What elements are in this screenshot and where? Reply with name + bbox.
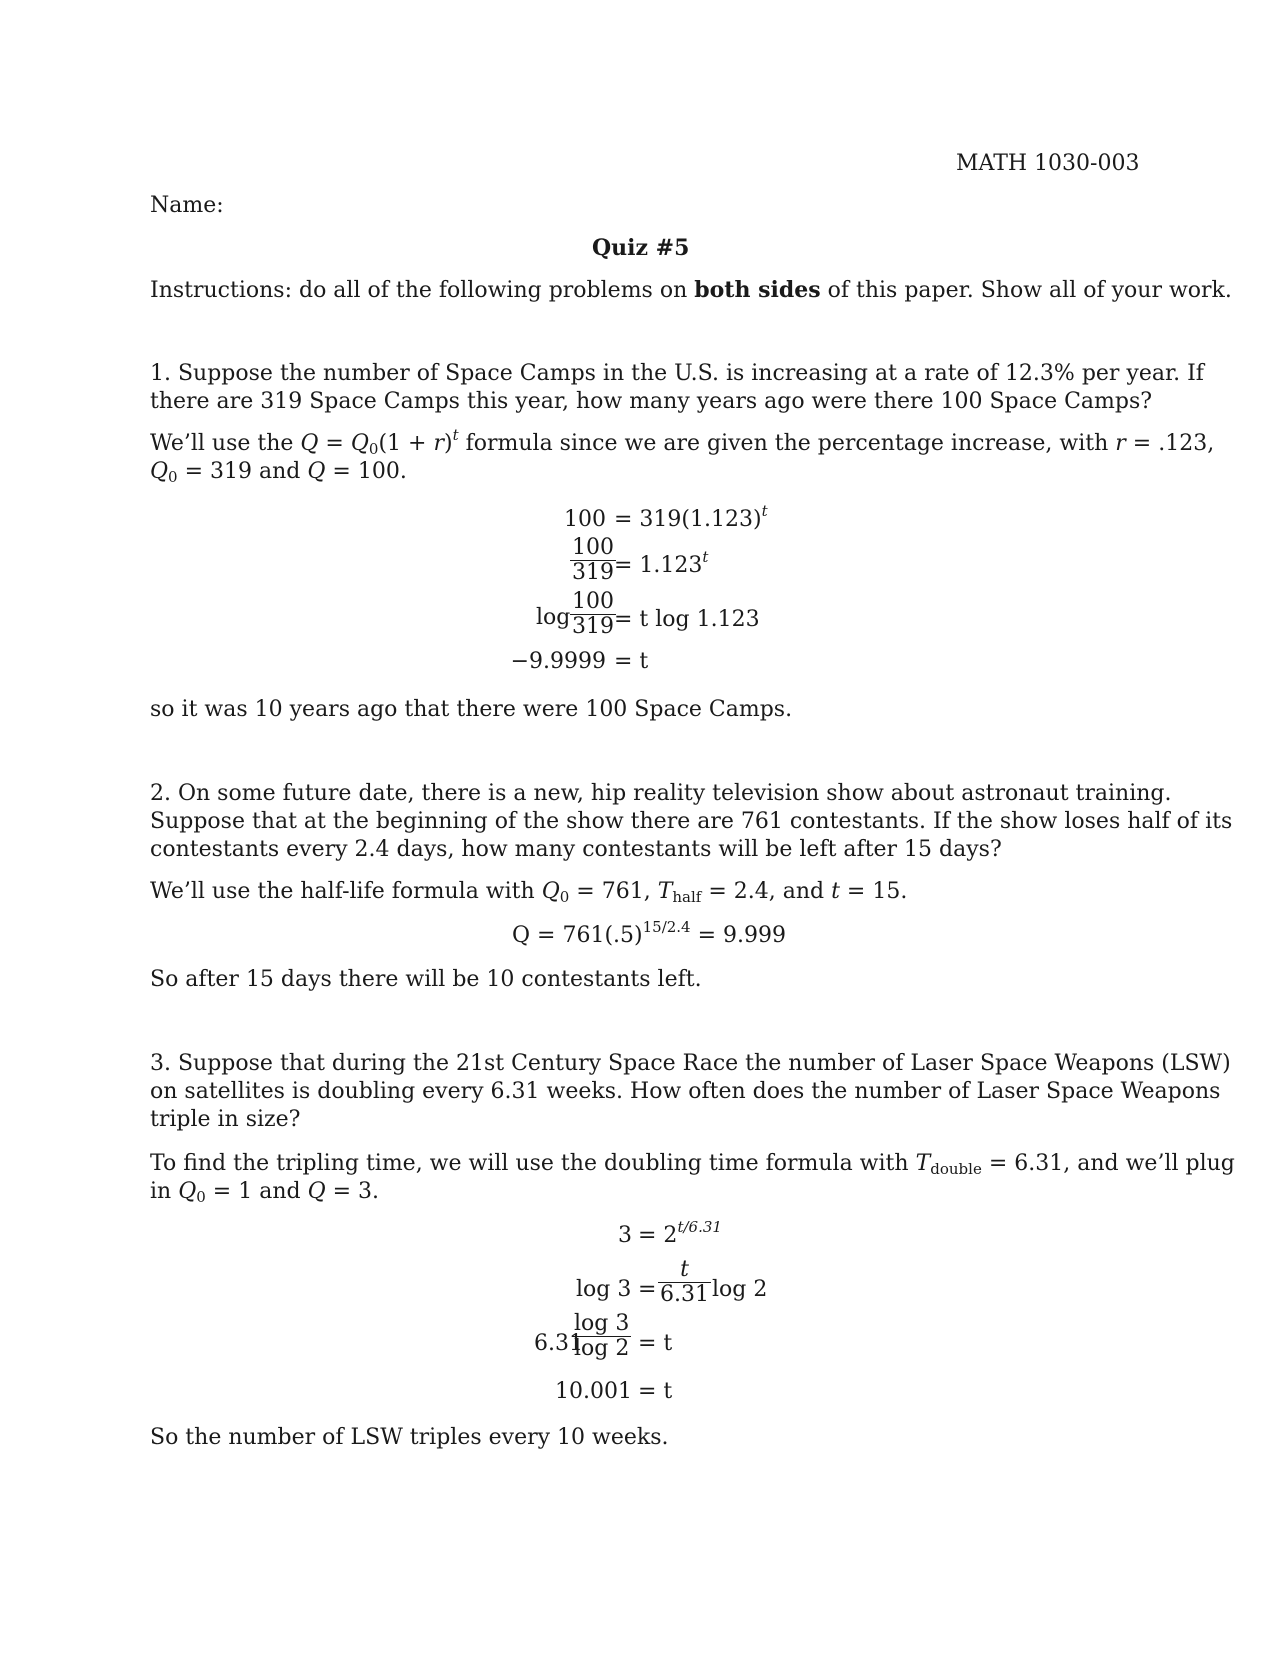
p1-eq3-rhs: = t log 1.123	[614, 607, 760, 632]
p3-eq1-lhs: 3	[618, 1223, 632, 1248]
problem1-conclusion: so it was 10 years ago that there were 100 Space Camps.	[150, 697, 793, 722]
p3-eq3-rhs: = t	[638, 1331, 673, 1356]
name-label: Name:	[150, 193, 224, 218]
p3-eq3-fraction: $\frac{\log 3}{\log 2}$	[574, 1311, 630, 1361]
instructions: Instructions: do all of the following problems on both sides of this paper. Show all of your work.	[150, 277, 1232, 303]
problem2-question: 2. On some future date, there is a new, hip reality television show about astronaut training. Suppose that at the beginning of the show there are 761 contestants. If the show loses half of its contestants every 2.4 days, how many contestants will be left after 15 days?	[150, 781, 1233, 862]
problem2-conclusion: So after 15 days there will be 10 contestants left.	[150, 967, 702, 992]
problem3-setup: To find the tripling time, we will use the doubling time formula with $T_{double} = 6.31$, and we’ll plug in $Q_0 = 1$ and Q = 3.	[150, 1151, 1235, 1206]
p3-eq2-fraction: $\frac{t}{6.31}$	[660, 1257, 709, 1307]
p3-eq4-rhs: = t	[638, 1379, 673, 1404]
p3-eq2-lhs: log 3	[576, 1277, 632, 1302]
p3-eq4-lhs: 10.001	[555, 1379, 632, 1404]
p3-eq3-coef: 6.31	[534, 1331, 583, 1356]
problem2-setup: We’ll use the half-life formula with $Q_0 = 761$, $T_{half} = 2.4$, and t = 15.	[150, 879, 908, 906]
p1-eq4-lhs: −9.9999	[510, 649, 606, 674]
problem3-conclusion: So the number of LSW triples every 10 weeks.	[150, 1425, 669, 1450]
p1-eq3-log: log	[536, 605, 571, 630]
problem1-setup: We’ll use the $Q = Q_0(1 + r)^t$ formula since we are given the percentage increase, with r = .123, $Q_0 = 319$ and Q = 100.	[150, 426, 1215, 486]
p1-eq2-fraction: $\frac{100}{319}$	[572, 535, 614, 585]
p1-eq3-fraction: $\frac{100}{319}$	[572, 589, 614, 639]
p3-eq2-tail: log 2	[712, 1277, 768, 1302]
quiz-title: Quiz #5	[592, 235, 690, 261]
problem3-question: 3. Suppose that during the 21st Century Space Race the number of Laser Space Weapons (LSW) on satellites is doubling every 6.31 weeks. How often does the number of Laser Space Weapons triple in size?	[150, 1051, 1231, 1132]
p3-eq2-eq: =	[638, 1277, 657, 1302]
p1-eq4-rhs: = t	[614, 649, 649, 674]
problem2-equation: $Q = 761(.5)^{15/2.4} = 9.999$	[512, 918, 787, 948]
p1-eq2-rhs: = $1.123^t$	[614, 548, 709, 578]
problem1-question: 1. Suppose the number of Space Camps in the U.S. is increasing at a rate of 12.3% per year. If there are 319 Space Camps this year, how many years ago were there 100 Space Camps?	[150, 361, 1204, 414]
p1-eq1-rhs: = $319(1.123)^t$	[614, 502, 768, 532]
p1-eq1-lhs: 100	[564, 507, 606, 532]
p3-eq1-rhs: = $2^{t/6.31}$	[638, 1218, 722, 1248]
course-code: MATH 1030-003	[956, 151, 1140, 176]
